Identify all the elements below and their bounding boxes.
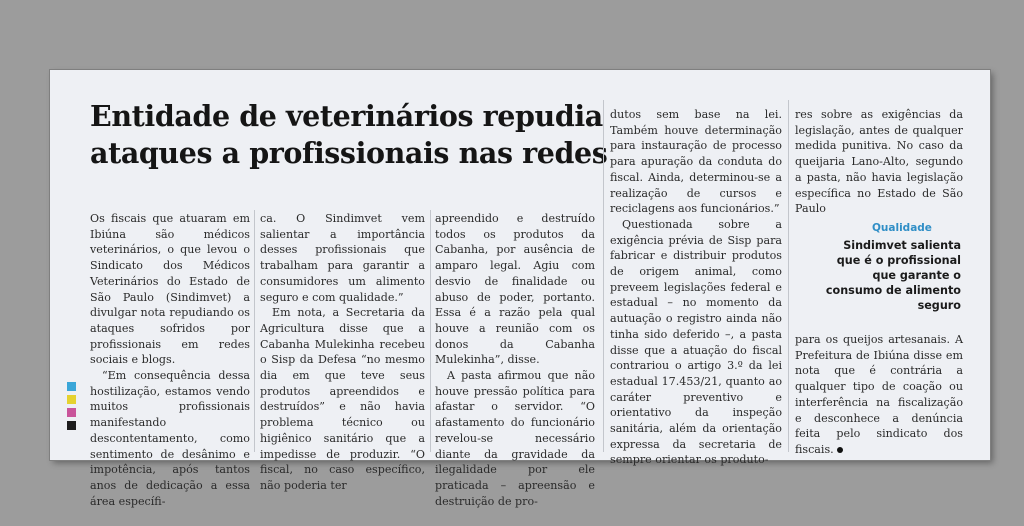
color-registration-marks — [67, 382, 76, 434]
newspaper-clipping — [50, 70, 990, 508]
paragraph: “Em consequência dessa hostilização, estamos vendo muitos profissionais manifestando descontentamento, como sentimento de desânimo e impotência, após tantos anos de dedicação a essa área específi- — [90, 369, 250, 508]
column-divider — [430, 210, 431, 452]
cyan-swatch-icon — [67, 382, 76, 391]
paragraph: Os fiscais que atuaram em Ibiúna são médicos veterinários, o que levou o Sindicato dos Médicos Veterinários do Estado de São Paulo (Sindimvet) a divulgar nota repudiando os ataques sofridos por profissionais em redes sociais e blogs. — [90, 212, 250, 367]
paragraph: Questionada sobre a exigência prévia de Sisp para fabricar e distribuir produtos de origem animal, como preveem legislações federal e estadual – no momento da autuação o registro ainda não tinha sido deferido –, a pasta disse que a atuação do fiscal contrariou o artigo 3.º da lei estadual 17.453/21, quanto ao caráter preventivo e orientativo da inspeção sanitária, além da orientação expressa da secretaria de sempre orientar os produto- — [610, 217, 782, 467]
paragraph — [795, 332, 963, 458]
yellow-swatch-icon — [67, 395, 76, 404]
black-swatch-icon — [67, 421, 76, 430]
sidebar-quote: Sindimvet salienta que é o profissional que garante o consumo de alimento seguro — [825, 239, 961, 312]
paragraph: Em nota, a Secretaria da Agricultura disse que a Cabanha Mulekinha recebeu o Sisp da Defesa “no mesmo dia em que teve seus produtos apreendidos e destruídos” e não havia problema técnico ou higiênico sanitário que a impedisse de produzir. “O fiscal, no caso específico, não poderia ter — [260, 306, 425, 492]
article-column-5-bottom — [795, 332, 963, 458]
magenta-swatch-icon — [67, 408, 76, 417]
column-divider — [788, 100, 789, 452]
article-column-3 — [435, 211, 595, 509]
column-divider — [254, 210, 255, 452]
paragraph: res sobre as exigências da legislação, antes de qualquer medida punitiva. No caso da queijaria Lano-Alto, segundo a pasta, não havia legislação específica no Estado de São Paulo — [795, 108, 963, 216]
headline — [90, 98, 607, 172]
paragraph: ca. O Sindimvet vem salientar a importância desses profissionais que trabalham para garantir a consumidores um alimento seguro e com qualidade.” — [260, 212, 425, 304]
paragraph: dutos sem base na lei. Também houve determinação para instauração de processo para apuração da conduta do fiscal. Ainda, determinou-se a realização de cursos e reciclagens aos funcionários.” — [610, 108, 782, 216]
paragraph-text: para os queijos artesanais. A Prefeitura de Ibiúna disse em nota que é contrária a qualquer tipo de coação ou interferência na fiscalização e desconhece a denúncia feita pelo sindicato dos fiscais. — [795, 333, 963, 456]
article-column-2 — [260, 211, 425, 494]
article-column-4 — [610, 107, 782, 468]
paragraph: A pasta afirmou que não houve pressão política para afastar o servidor. “O afastamento do funcionário revelou-se necessário diante da gravidade da ilegalidade por ele praticada – apreensão e destruição de pro- — [435, 369, 595, 508]
column-divider — [603, 100, 604, 452]
article-column-5-top — [795, 107, 963, 217]
paragraph: apreendido e destruído todos os produtos da Cabanha, por ausência de amparo legal. Agiu com desvio de finalidade ou abuso de poder, portanto. Essa é a razão pela qual houve a reunião com os donos da Cabanha Mulekinha”, disse. — [435, 212, 595, 367]
headline-line-1: Entidade de veterinários repudia — [90, 99, 603, 133]
sidebar-label: Qualidade — [872, 222, 932, 234]
article-column-1 — [90, 211, 250, 509]
end-bullet-icon — [837, 447, 843, 453]
headline-line-2: ataques a profissionais nas redes — [90, 136, 608, 170]
